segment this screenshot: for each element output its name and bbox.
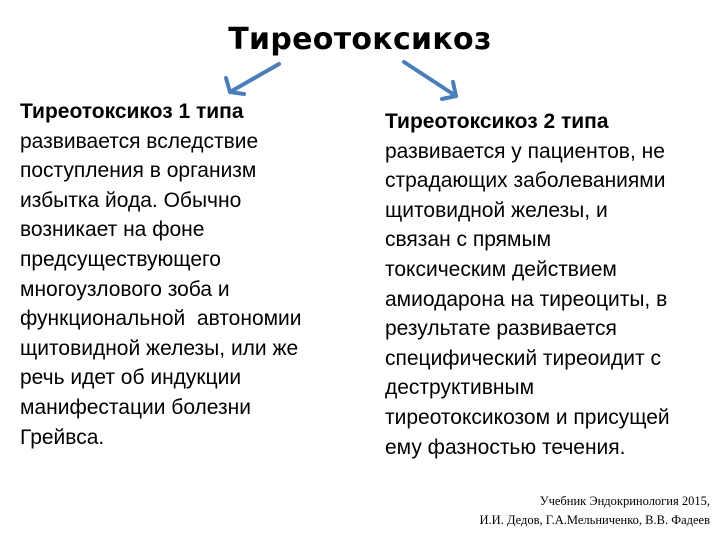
left-line: Грейвса.	[20, 425, 105, 449]
left-line: манифестации болезни	[20, 395, 251, 419]
left-body	[20, 127, 365, 453]
citation-line-2: И.И. Дедов, Г.А.Мельниченко, В.В. Фадеев	[479, 513, 710, 527]
left-line: предсуществующего	[20, 247, 221, 271]
citation	[480, 492, 710, 530]
right-line: страдающих заболеваниями	[385, 169, 666, 193]
left-line: поступления в организм	[20, 159, 257, 183]
right-body	[385, 137, 715, 463]
left-column	[20, 97, 365, 452]
left-line: возникает на фоне	[20, 218, 205, 242]
right-column	[385, 107, 715, 462]
right-line: развивается у пациентов, не	[385, 139, 665, 163]
arrow-right-icon	[404, 62, 456, 99]
right-line: ему фазностью течения.	[385, 435, 626, 459]
right-line: деструктивным	[385, 376, 535, 400]
arrow-left-icon	[226, 64, 279, 94]
right-line: результате развивается	[385, 317, 617, 341]
page-title: Тиреотоксикоз	[228, 22, 492, 57]
left-line: функциональной автономии	[20, 307, 302, 331]
left-line: многоузлового зоба и	[20, 277, 230, 301]
citation-line-1: Учебник Эндокринология 2015,	[539, 494, 710, 508]
left-line: развивается вследствие	[20, 129, 259, 153]
right-line: амиодарона на тиреоциты, в	[385, 287, 668, 311]
right-line: тиреотоксикозом и присущей	[385, 405, 670, 429]
left-heading: Тиреотоксикоз 1 типа	[20, 100, 244, 123]
left-line: речь идет об индукции	[20, 366, 242, 390]
right-line: специфический тиреоидит с	[385, 346, 661, 370]
right-heading: Тиреотоксикоз 2 типа	[385, 110, 609, 133]
right-line: щитовидной железы, и	[385, 198, 608, 222]
left-line: избытка йода. Обычно	[20, 188, 242, 212]
right-line: токсическим действием	[385, 257, 617, 281]
left-line: щитовидной железы, или же	[20, 336, 299, 360]
right-line: связан с прямым	[385, 228, 552, 252]
